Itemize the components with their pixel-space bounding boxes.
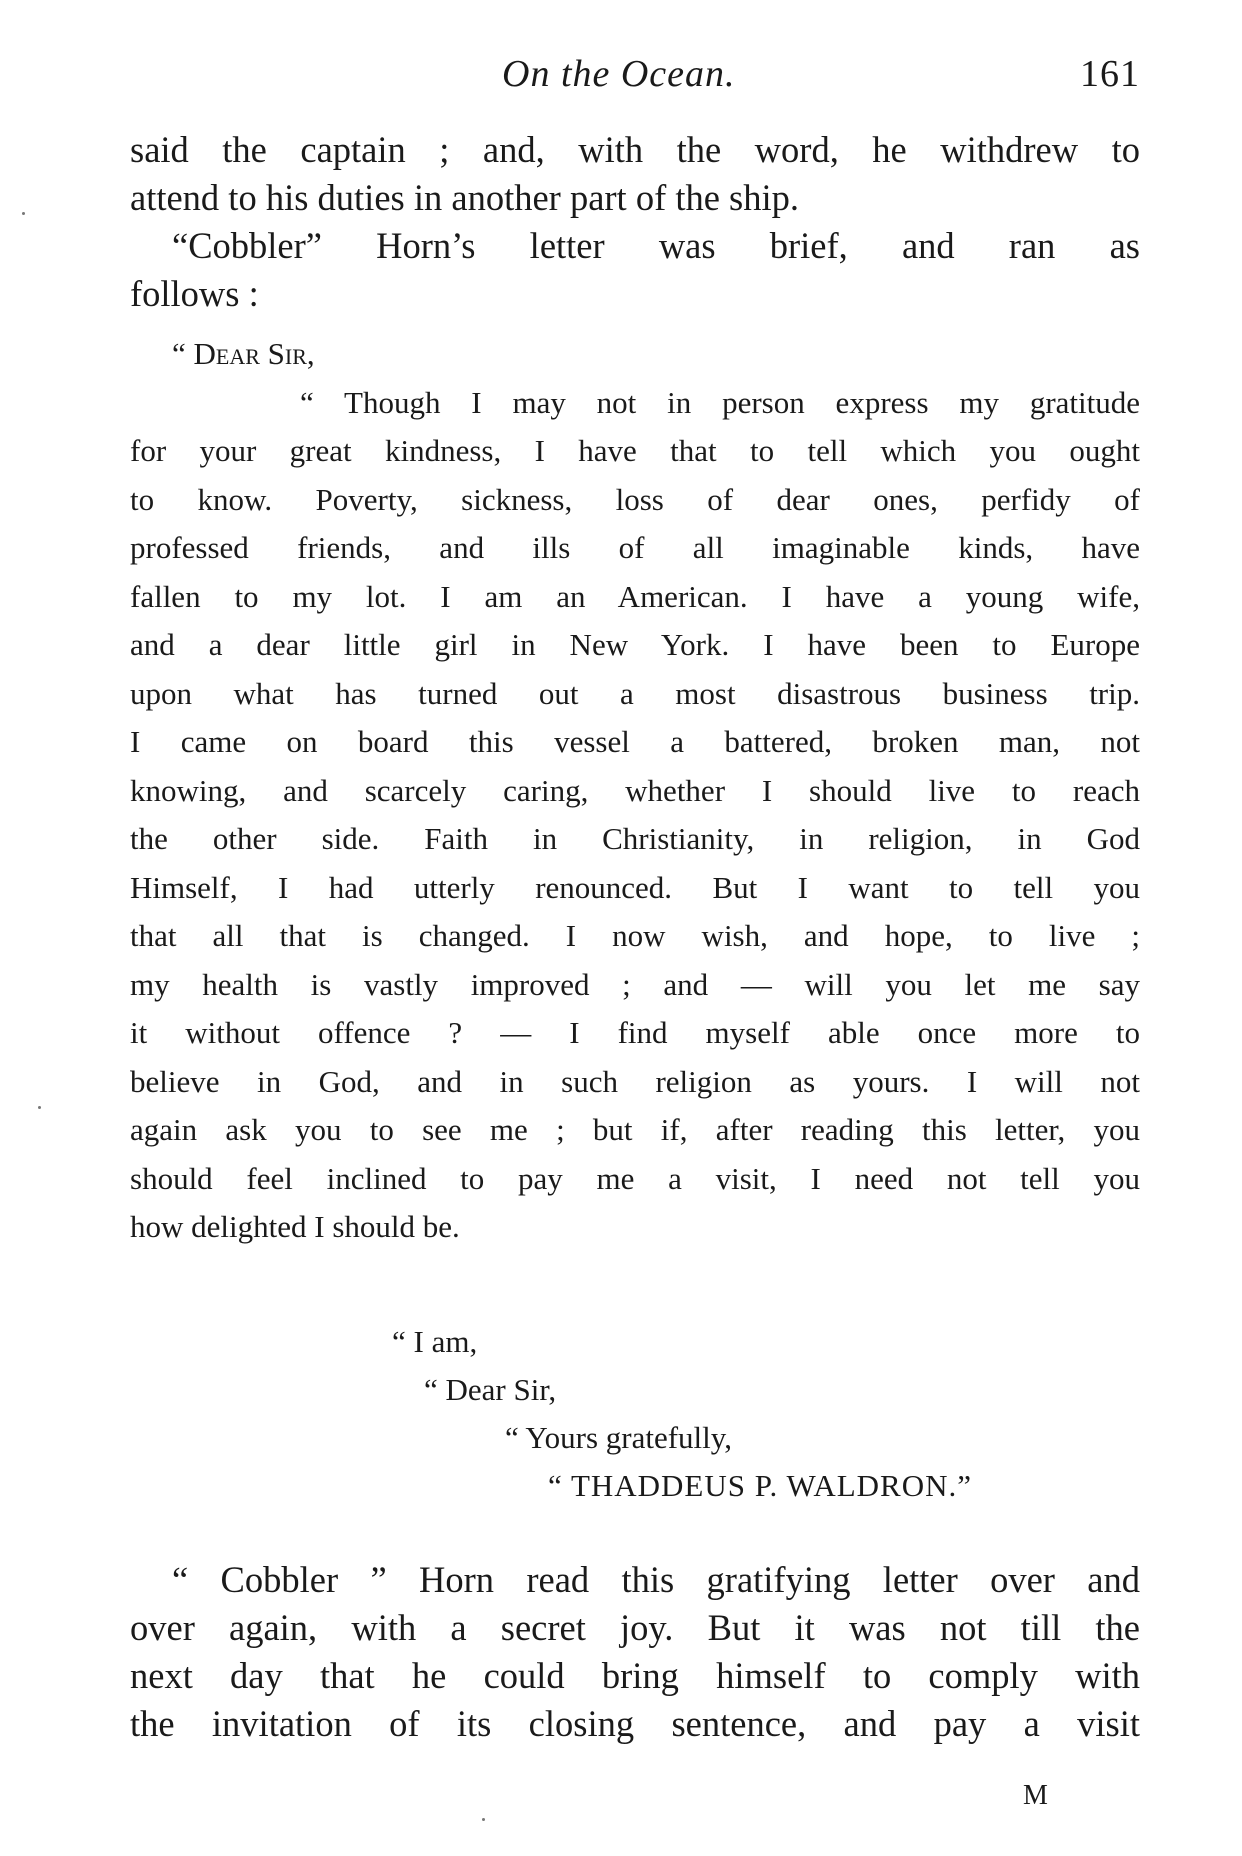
text-line: my health is vastly improved ; and — will you let me say: [130, 966, 1140, 1002]
text-line: the other side. Faith in Christianity, in religion, in God: [130, 821, 1140, 856]
paper-speck: [22, 212, 25, 215]
letter-closing-yours: “ Yours gratefully,: [505, 1420, 733, 1455]
page-number: 161: [1080, 53, 1140, 95]
text-line: and a dear little girl in New York. I have been to Europe: [130, 627, 1140, 662]
text-line: follows :: [130, 273, 259, 314]
text-line: professed friends, and ills of all imaginable kinds, have: [130, 530, 1140, 565]
letter-signature: “ THADDEUS P. WALDRON.”: [548, 1468, 972, 1503]
text-line: “ Cobbler ” Horn read this gratifying letter over and: [172, 1559, 1140, 1600]
continuation-paragraph: [130, 1556, 1140, 1748]
text-line: next day that he could bring himself to comply with: [130, 1655, 1140, 1696]
text-line: fallen to my lot. I am an American. I have a young wife,: [130, 578, 1140, 614]
text-line: knowing, and scarcely caring, whether I should live to reach: [130, 772, 1140, 808]
text-line: it without offence ? — I find myself able once more to: [130, 1015, 1140, 1050]
signature-mark: M: [1023, 1780, 1048, 1811]
running-head: On the Ocean.: [502, 53, 736, 95]
letter-salutation: “ Dear Sir,: [172, 336, 315, 371]
paper-speck: [38, 1106, 41, 1109]
letter-body: [130, 330, 1140, 1252]
text-line: that all that is changed. I now wish, and hope, to live ;: [130, 918, 1140, 953]
page-header: [130, 52, 1140, 102]
text-line: for your great kindness, I have that to tell which you ought: [130, 433, 1140, 468]
paper-speck: [482, 1818, 485, 1821]
text-line: the invitation of its closing sentence, and pay a visit: [130, 1703, 1140, 1744]
text-line: again ask you to see me ; but if, after reading this letter, you: [130, 1112, 1140, 1147]
text-line: I came on board this vessel a battered, broken man, not: [130, 724, 1140, 759]
text-line: should feel inclined to pay me a visit, I need not tell you: [130, 1160, 1140, 1196]
letter-closing-dear-sir: “ Dear Sir,: [424, 1372, 557, 1407]
text-line: how delighted I should be.: [130, 1209, 460, 1244]
text-line: Himself, I had utterly renounced. But I want to tell you: [130, 869, 1140, 905]
text-line: attend to his duties in another part of the ship.: [130, 177, 800, 218]
letter-closing-i-am: “ I am,: [392, 1324, 478, 1359]
text-line: said the captain ; and, with the word, he withdrew to: [130, 129, 1140, 170]
text-line: upon what has turned out a most disastrous business trip.: [130, 675, 1140, 711]
text-line: “Cobbler” Horn’s letter was brief, and ran as: [172, 225, 1140, 266]
text-line: over again, with a secret joy. But it was not till the: [130, 1607, 1140, 1648]
text-line: to know. Poverty, sickness, loss of dear ones, perfidy of: [130, 481, 1140, 517]
text-line: believe in God, and in such religion as yours. I will not: [130, 1063, 1140, 1099]
text-line: “ Though I may not in person express my gratitude: [300, 384, 1140, 420]
opening-paragraph: [130, 126, 1140, 318]
